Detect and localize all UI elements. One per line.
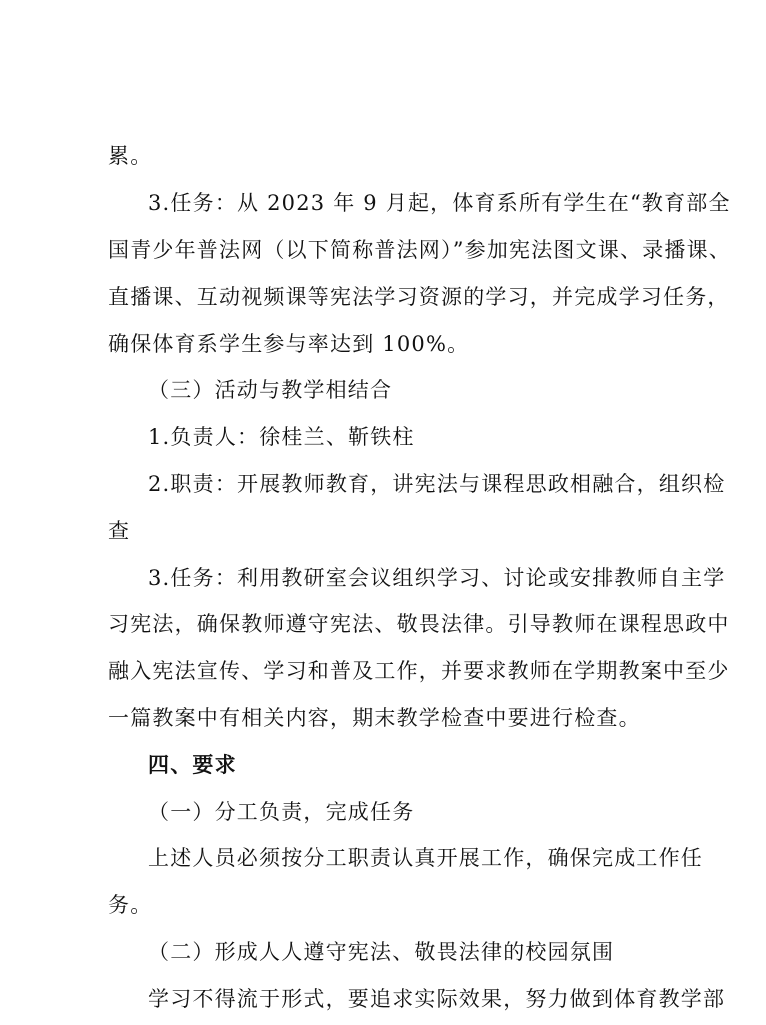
text-line: 2.职责：开展教师教育，讲宪法与课程思政相融合，组织检 — [148, 472, 726, 496]
text-line: 1.负责人：徐桂兰、靳铁柱 — [148, 425, 415, 449]
text-line: 融入宪法宣传、学习和普及工作，并要求教师在学期教案中至少 — [108, 659, 730, 683]
text-line: 一篇教案中有相关内容，期末教学检查中要进行检查。 — [108, 706, 641, 730]
section-heading: （一）分工负责，完成任务 — [148, 800, 415, 824]
text-line: 习宪法，确保教师遵守宪法、敬畏法律。引导教师在课程思政中 — [108, 612, 730, 636]
text-line: 确保体育系学生参与率达到 100%。 — [108, 332, 470, 356]
text-line: 上述人员必须按分工职责认真开展工作，确保完成工作任 — [148, 846, 703, 870]
text-line: 3.任务：利用教研室会议组织学习、讨论或安排教师自主学 — [148, 566, 726, 590]
text-line: 学习不得流于形式，要追求实际效果，努力做到体育教学部 — [148, 987, 726, 1011]
text-line: 累。 — [108, 144, 153, 168]
text-line: 国青少年普法网（以下简称普法网）”参加宪法图文课、录播课、 — [108, 238, 732, 262]
text-line: 直播课、互动视频课等宪法学习资源的学习，并完成学习任务， — [108, 285, 730, 309]
section-heading: （三）活动与教学相结合 — [148, 378, 393, 402]
section-heading: （二）形成人人遵守宪法、敬畏法律的校园氛围 — [148, 940, 615, 964]
chapter-heading: 四、要求 — [148, 753, 237, 777]
text-line: 3.任务：从 2023 年 9 月起，体育系所有学生在“教育部全 — [148, 191, 731, 215]
text-line: 查 — [108, 519, 131, 543]
text-line: 务。 — [108, 893, 153, 917]
